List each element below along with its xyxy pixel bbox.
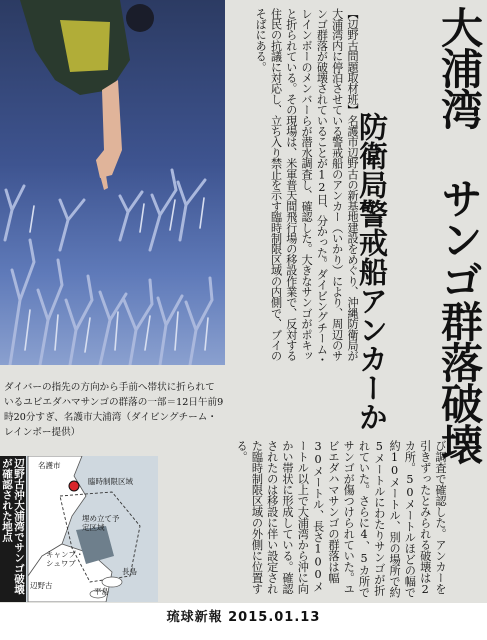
map-label-nago: 名護市 (38, 461, 61, 470)
map-label-henoko: 辺野古 (30, 581, 53, 590)
map-label-hirashima: 平島 (94, 587, 109, 596)
coral-photo-drawing (0, 0, 225, 365)
map-label-camp-schwab: キャンプ・シュワブ (46, 550, 84, 568)
article-body-bottom: び調査で確認した。アンカーを引きずったとみられる破壊は2カ所。50メートルほどの幅で約10メートル、別の場所で約5メートルにわたりサンゴが折れていた。さらに4、5カ所でサンゴが傷つけられていた。ユビエダハマサンゴの群落は幅30メートル、長さ100メートル以上で大浦湾から沖に向かい帯状に形成している。確認されたのは移設に伴い設定された臨時制限区域の外側に位置する。 (235, 440, 447, 598)
map-label-nagashima: 長島 (122, 567, 137, 576)
coral-photo (0, 0, 225, 365)
source-footer: 琉球新報 2015.01.13 (166, 610, 321, 625)
headline: 大浦湾 サンゴ群落破壊 (435, 6, 484, 464)
subheadline: 防衛局警戒船アンカーか (355, 112, 389, 431)
map-label-restricted-zone: 臨時制限区域 (88, 477, 133, 486)
article-body-top: 【辺野古問題取材班】名護市辺野古の新基地建設をめぐり、沖縄防衛局が大浦湾内に停泊させている警戒船のアンカー（いかり）により、周辺のサンゴ群落が破壊されていることが12日、分かった。ダイビングチーム・レインボーのメンバーらが潜水調査し、確認した。大きなサンゴがポキッと折られている。その現場は、米軍普天間飛行場の移設作業で、反対する住民の抗議に対応し、立ち入り禁止を示す臨時制限区域の内側で、ブイのそばにある。 (254, 8, 359, 365)
damage-site-marker (69, 481, 79, 491)
map-label-reclamation-area: 埋め立て予定区域 (82, 514, 120, 532)
map-sidebar-title: 辺野古沖大浦湾でサンゴ破壊が確認された地点 (0, 456, 26, 602)
photo-caption: ダイバーの指先の方向から手前へ帯状に折られているユビエダハマサンゴの群落の一部＝12日午前9時20分すぎ、名護市大浦湾（ダイビングチーム・レインボー提供） (4, 381, 224, 439)
